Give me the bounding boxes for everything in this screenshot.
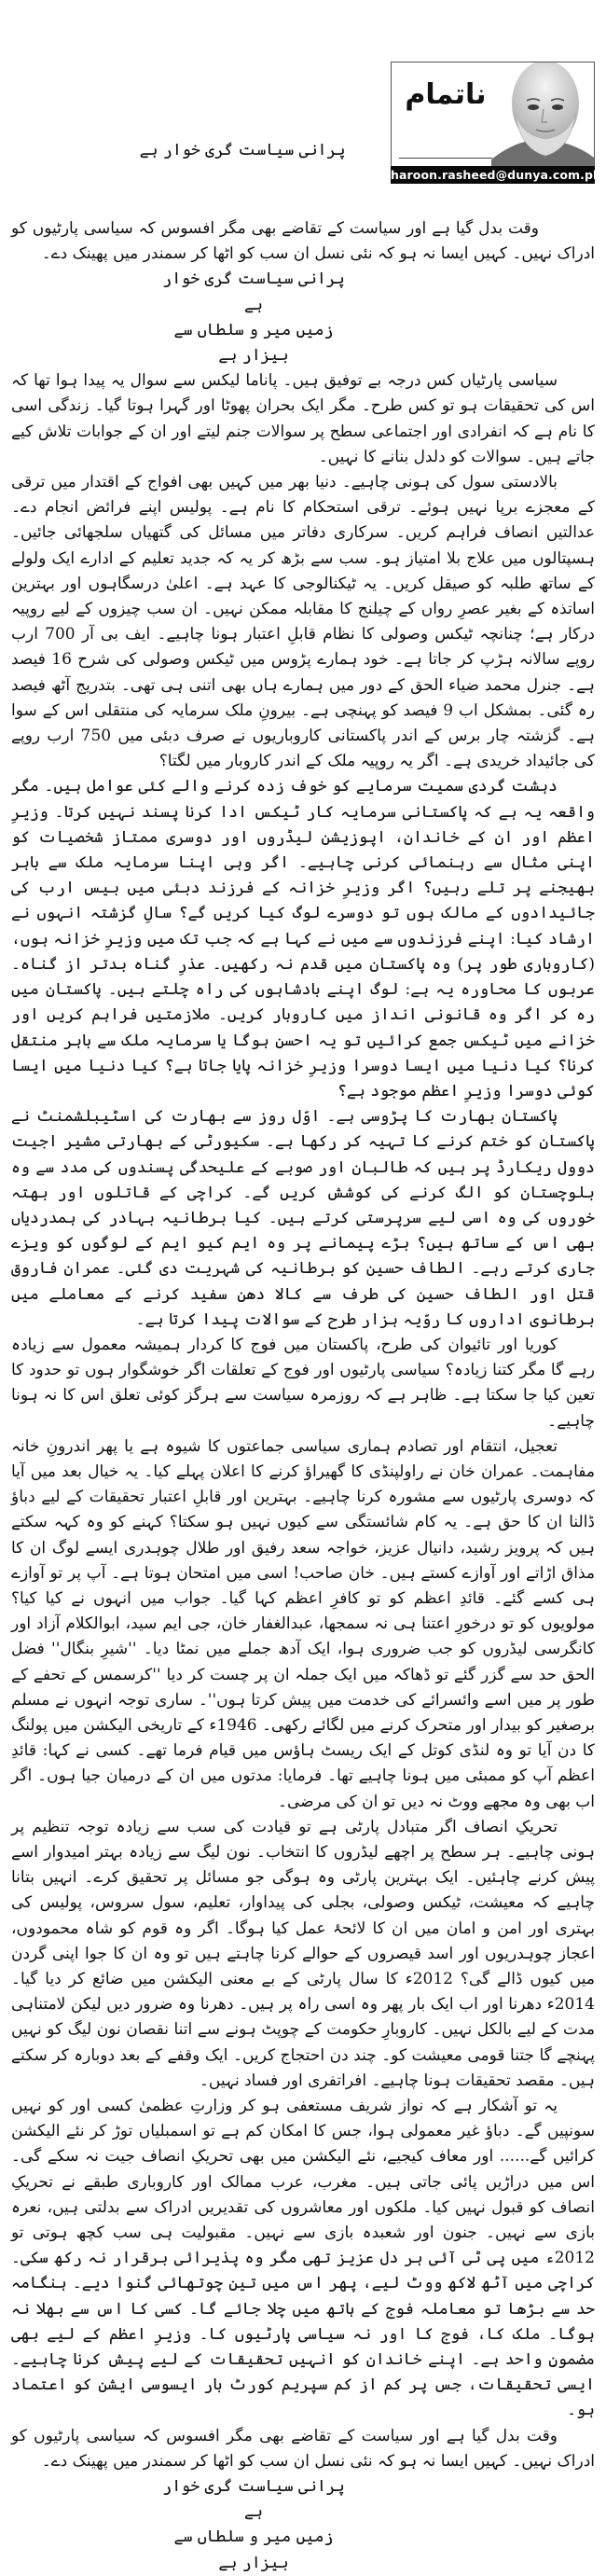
article-paragraph: تعجیل، انتقام اور تصادم ہماری سیاسی جماعتوں کا شیوہ ہے یا پھر اندرونِ خانہ مفاہمت۔ عمران خان نے راولپنڈی کا گھیراؤ کرنے کا اعلان پہلے کیا۔ یہ خیال بعد میں آیا کہ دوسری پارٹیوں سے مشورہ کرنا چاہیے۔ بہترین اور قابلِ اعتبار تحقیقات کے لیے دباؤ ڈالنا ان کا حق ہے۔ یہ کام شائستگی سے کیوں نہیں ہو سکتا؟ کہنے کو وہ کہہ سکتے ہیں کہ پرویز رشید، دانیال عزیز، خواجہ سعد رفیق اور طلال چوہدری ایسے لوگ ان کا مذاق اڑاتے اور آوازے کستے ہیں۔ خان صاحب! اسی میں امتحان ہوتا ہے۔ آپ پر تو آوازے ہی کسے گئے۔ قائدِ اعظم کو تو کافرِ اعظم کہا گیا۔ جواب میں انہوں نے کیا کیا؟ مولویوں کو تو درخورِ اعتنا ہی نہ سمجھا، عبدالغفار خان، جی ایم سید، ابوالکلام آزاد اور کانگرسی لیڈروں کو جب ضروری ہوا، ایک آدھ جملے میں نمٹا دیا۔ ''شیرِ بنگال'' فضل الحق حد سے گزر گئے تو ڈھاکہ میں ایک جملہ ان پر چست کر دیا ''کرسمس کے تحفے کے طور پر میں اسے وائسرائے کی خدمت میں پیش کرتا ہوں''۔ ساری توجہ انہوں نے مسلم برصغیر کو بیدار اور متحرک کرنے میں لگائے رکھی۔ 1946ء کے تاریخی الیکشن میں پولنگ کا دن آیا تو وہ لنڈی کوتل کے ایک ریسٹ ہاؤس میں قیام فرما تھے۔ کسی نے کہا: قائدِ اعظم آپ کو ممبئی میں ہونا چاہیے تھا۔ فرمایا: مدتوں میں ان کے درمیان جیا ہوں۔ اگر اب بھی وہ مجھے ووٹ نہ دیں تو ان کی مرضی۔: [11, 1436, 596, 1811]
article-paragraph: تحریکِ انصاف اگر متبادل پارٹی ہے تو قیادت کی سب سے زیادہ توجہ تنظیم پر ہونی چاہیے۔ ہر سطح پر اچھے لیڈروں کا انتخاب۔ نون لیگ سے زیادہ بہتر امیدوار اسے پیش کرنے چاہئیں۔ ایک بہترین پارٹی وہ ہوگی جو مسائل پر تحقیق کرے۔ انہیں بتانا چاہیے کہ معیشت، ٹیکس وصولی، بجلی کی پیداوار، تعلیم، سول سروس، پولیس کی بہتری اور امن و امان میں ان کا لائحۂ عمل کیا ہوگا۔ اگر وہ قوم کو شاہ محمودوں، اعجاز چوہدریوں اور اسد قیصروں کے حوالے کرنا چاہتے ہیں تو وہ ان کا جوا اپنی گردن میں کیوں ڈالے گی؟ 2012ء کا سال پارٹی کے بے معنی الیکشن میں ضائع کر دیا گیا۔ 2014ء دھرنا اور اب ایک بار پھر وہ اسی راہ پر ہیں۔ دھرنا وہ ضرور دیں لیکن لامتناہی مدت کے لیے بالکل نہیں۔ کاروبارِ حکومت کے چوپٹ ہونے سے اتنا نقصان نون لیگ کو نہیں پہنچے گا جتنا قومی معیشت کو۔ چند دن احتجاج کریں۔ ایک وقفے کے بعد دوبارہ کر سکتے ہیں۔ مقصد تحقیقات ہونا چاہیے۔ افراتفری اور فساد نہیں۔: [11, 1817, 595, 2090]
article-paragraph: دہشت گردی سمیت سرمایے کو خوف زدہ کرنے والے کئی عوامل ہیں۔ مگر واقعہ یہ ہے کہ پاکستانی سرمایہ کار ٹیکس ادا کرنا پسند نہیں کرتا۔ وزیرِ اعظم اور ان کے خاندان، اپوزیشن لیڈروں اور دوسری ممتاز شخصیات کو اپنی مثال سے رہنمائی کرنی چاہیے۔ اگر وہی اپنا سرمایہ ملک سے باہر بھیجنے پر تلے رہیں؟ اگر وزیرِ خزانہ کے فرزند دبئی میں بیس ارب کی جائیدادوں کے مالک ہوں تو دوسرے لوگ کیا کریں گے؟ سالِ گزشتہ انہوں نے ارشاد کیا: اپنے فرزندوں سے میں نے کہا ہے کہ جب تک میں وزیرِ خزانہ ہوں، (کاروباری طور پر) وہ پاکستان میں قدم نہ رکھیں۔ عذرِ گناہ بدتر از گناہ۔ عربوں کا محاورہ یہ ہے: لوگ اپنے بادشاہوں کی راہ چلتے ہیں۔ پاکستان میں رہ کر اگر وہ قانونی انداز میں کاروبار کریں۔ ملازمتیں فراہم کریں اور خزانے میں ٹیکس جمع کرائیں تو یہ احسن ہوگا یا سرمایہ ملک سے باہر منتقل کرنا؟ کیا دنیا میں ایسا دوسرا وزیرِ خزانہ پایا جاتا ہے؟ کیا دنیا میں ایسا کوئی دوسرا وزیرِ اعظم موجود ہے؟: [11, 777, 595, 1101]
article-body: [11, 216, 595, 2576]
article-paragraph: سیاسی پارٹیاں کس درجہ بے توفیق ہیں۔ پاناما لیکس سے سوال یہ پیدا ہوا تھا کہ اس کی تحقیقات ہو تو کس طرح۔ مگر ایک بحران پھوٹا اور گہرا ہوتا گیا۔ زندگی اسی کا نام ہے کہ انفرادی اور اجتماعی سطح پر سوالات جنم لیتے اور ان کے جوابات تلاش کیے جاتے ہیں۔ سوالات کو دلدل بنانے کا نہیں۔: [11, 371, 595, 466]
article-paragraph: یہ تو آشکار ہے کہ نواز شریف مستعفی ہو کر وزارتِ عظمیٰ کسی اور کو نہیں سونپیں گے۔ دباؤ غیر معمولی ہوا، جس کا امکان کم ہے تو اسمبلیاں توڑ کر نئے الیکشن کرائیں گے...... اور معاف کیجیے، نئے الیکشن میں بھی تحریکِ انصاف جیت نہ سکے گی۔ اس میں دراڑیں پائی جاتی ہیں۔ مغرب، عرب ممالک اور کاروباری طبقے نے تحریکِ انصاف کو قبول نہیں کیا۔ ملکوں اور معاشروں کی تقدیریں ادراک سے بدلتی ہیں، نعرہ بازی سے نہیں۔ جنون اور شعبدہ بازی سے نہیں۔ مقبولیت ہی سب کچھ ہوتی تو 2012ء میں پی ٹی آئی ہر دل عزیز تھی مگر وہ پذیرائی برقرار نہ رکھ سکی۔ کراچی میں آٹھ لاکھ ووٹ لیے، پھر اس میں تین چوتھائی گنوا دیے۔ ہنگامہ حد سے بڑھا تو معاملہ فوج کے ہاتھ میں چلا جائے گا۔ کسی کا اس سے بھلا نہ ہوگا۔ ملک کا، فوج کا اور نہ سیاسی پارٹیوں کا۔ وزیرِ اعظم کے لیے بھی مضمونِ واحد ہے۔ اپنے خاندان کو انہیں تحقیقات کے لیے پیش کرنا چاہیے۔ ایسی تحقیقات، جس پر کم از کم سپریم کورٹ بار ایسوسی ایشن کو اعتماد ہو۔: [11, 2097, 595, 2420]
article-paragraph: بالادستی سول کی ہونی چاہیے۔ دنیا بھر میں کہیں بھی افواج کے اقتدار میں ترقی کے معجزے برپا نہیں ہوئے۔ ترقی استحکام کا نام ہے۔ پولیس اپنے فرائض انجام دے۔ عدالتیں انصاف فراہم کریں۔ سرکاری دفاتر میں مسائل کی گتھیاں سلجھائی جائیں۔ ہسپتالوں میں علاج بلا امتیاز ہو۔ سب سے بڑھ کر یہ کہ جدید تعلیم کے ادارے ایک ولولے کے ساتھ طلبہ کو صیقل کریں۔ یہ ٹیکنالوجی کا عہد ہے۔ اعلیٰ درسگاہوں اور بہترین اساتذہ کے بغیر عصرِ رواں کے چیلنج کا مقابلہ ممکن نہیں۔ ان سب چیزوں کے لیے روپیہ درکار ہے؛ چنانچہ ٹیکس وصولی کا نظام قابلِ اعتبار ہونا چاہیے۔ ایف بی آر 700 ارب روپے سالانہ ہڑپ کر جاتا ہے۔ خود ہمارے پڑوس میں ٹیکس وصولی کی شرح 16 فیصد ہے۔ جنرل محمد ضیاء الحق کے دور میں ہمارے ہاں بھی اتنی ہی تھی۔ بتدریج آٹھ فیصد رہ گئی۔ بمشکل اب 9 فیصد کو پہنچی ہے۔ بیرونِ ملک سرمایہ کی منتقلی اس کے سوا ہے۔ گزشتہ چار برس کے اندر پاکستانی کاروباریوں نے صرف دبئی میں 750 ارب روپے کی جائیداد خریدی ہے۔ اگر یہ روپیہ ملک کے اندر کاروبار میں لگتا؟: [11, 473, 596, 771]
verse-line: زمیں میر و سلطاں سے بیزار ہے: [173, 2528, 334, 2572]
verse-line: زمیں میر و سلطاں سے بیزار ہے: [173, 320, 334, 366]
author-portrait-icon: [491, 62, 594, 168]
masthead-divider: [399, 158, 492, 159]
article-headline: پرانی سیاست گری خوار ہے: [139, 141, 346, 159]
verse-line: پرانی سیاست گری خوار ہے: [162, 270, 345, 314]
article-paragraph: کوریا اور تائیوان کی طرح، پاکستان میں فوج کا کردار ہمیشہ معمول سے زیادہ رہے گا مگر کتنا زیادہ؟ سیاسی پارٹیوں اور فوج کے تعلقات اگر خوشگوار ہوں تو حدود کا تعین کیا جا سکتا ہے۔ ظاہر ہے کہ روزمرہ سیاست سے ہرگز کوئی تعلق اس کا نہ ہونا چاہیے۔: [11, 1335, 595, 1431]
article-intro: وقت بدل گیا ہے اور سیاست کے تقاضے بھی مگر افسوس کہ سیاسی پارٹیوں کو ادراک نہیں۔ کہیں ایسا نہ ہو کہ نئی نسل ان سب کو اٹھا کر سمندر میں پھینک دے۔: [11, 219, 595, 264]
column-masthead: [391, 62, 595, 168]
column-name: ناتمام: [405, 78, 487, 111]
author-email: haroon.rasheed@dunya.com.pk: [391, 168, 601, 182]
article-outro: وقت بدل گیا ہے اور سیاست کے تقاضے بھی مگر افسوس کہ سیاسی پارٹیوں کو ادراک نہیں۔ کہیں ایسا نہ ہو کہ نئی نسل ان سب کو اٹھا کر سمندر میں پھینک دے۔: [11, 2426, 595, 2471]
article-paragraph: پاکستان بھارت کا پڑوسی ہے۔ اوّل روز سے بھارت کی اسٹیبلشمنٹ نے پاکستان کو ختم کرنے کا تہیہ کر رکھا ہے۔ سکیورٹی کے بھارتی مشیر اجیت دوول ریکارڈ پر ہیں کہ طالبان اور صوبے کے علیحدگی پسندوں کی مدد سے وہ بلوچستان کو الگ کرنے کی کوشش کریں گے۔ کراچی کے قاتلوں اور بھتہ خوروں کی وہ اسی لیے سرپرستی کرتے ہیں۔ کیا برطانیہ بہادر کی ہمدردیاں بھی اس کے ساتھ ہیں؟ بڑے پیمانے پر وہ ایم کیو ایم کے لوگوں کو ویزے جاری کرتے رہے۔ الطاف حسین کو برطانیہ کی شہریت دی گئی۔ عمران فاروق قتل اور الطاف حسین کی طرف سے کالا دھن سفید کرنے کے معاملے میں برطانوی اداروں کا روّیہ ہزار طرح کے سوالات پیدا کرتا ہے۔: [11, 1107, 595, 1329]
verse-line: پرانی سیاست گری خوار ہے: [162, 2477, 345, 2522]
